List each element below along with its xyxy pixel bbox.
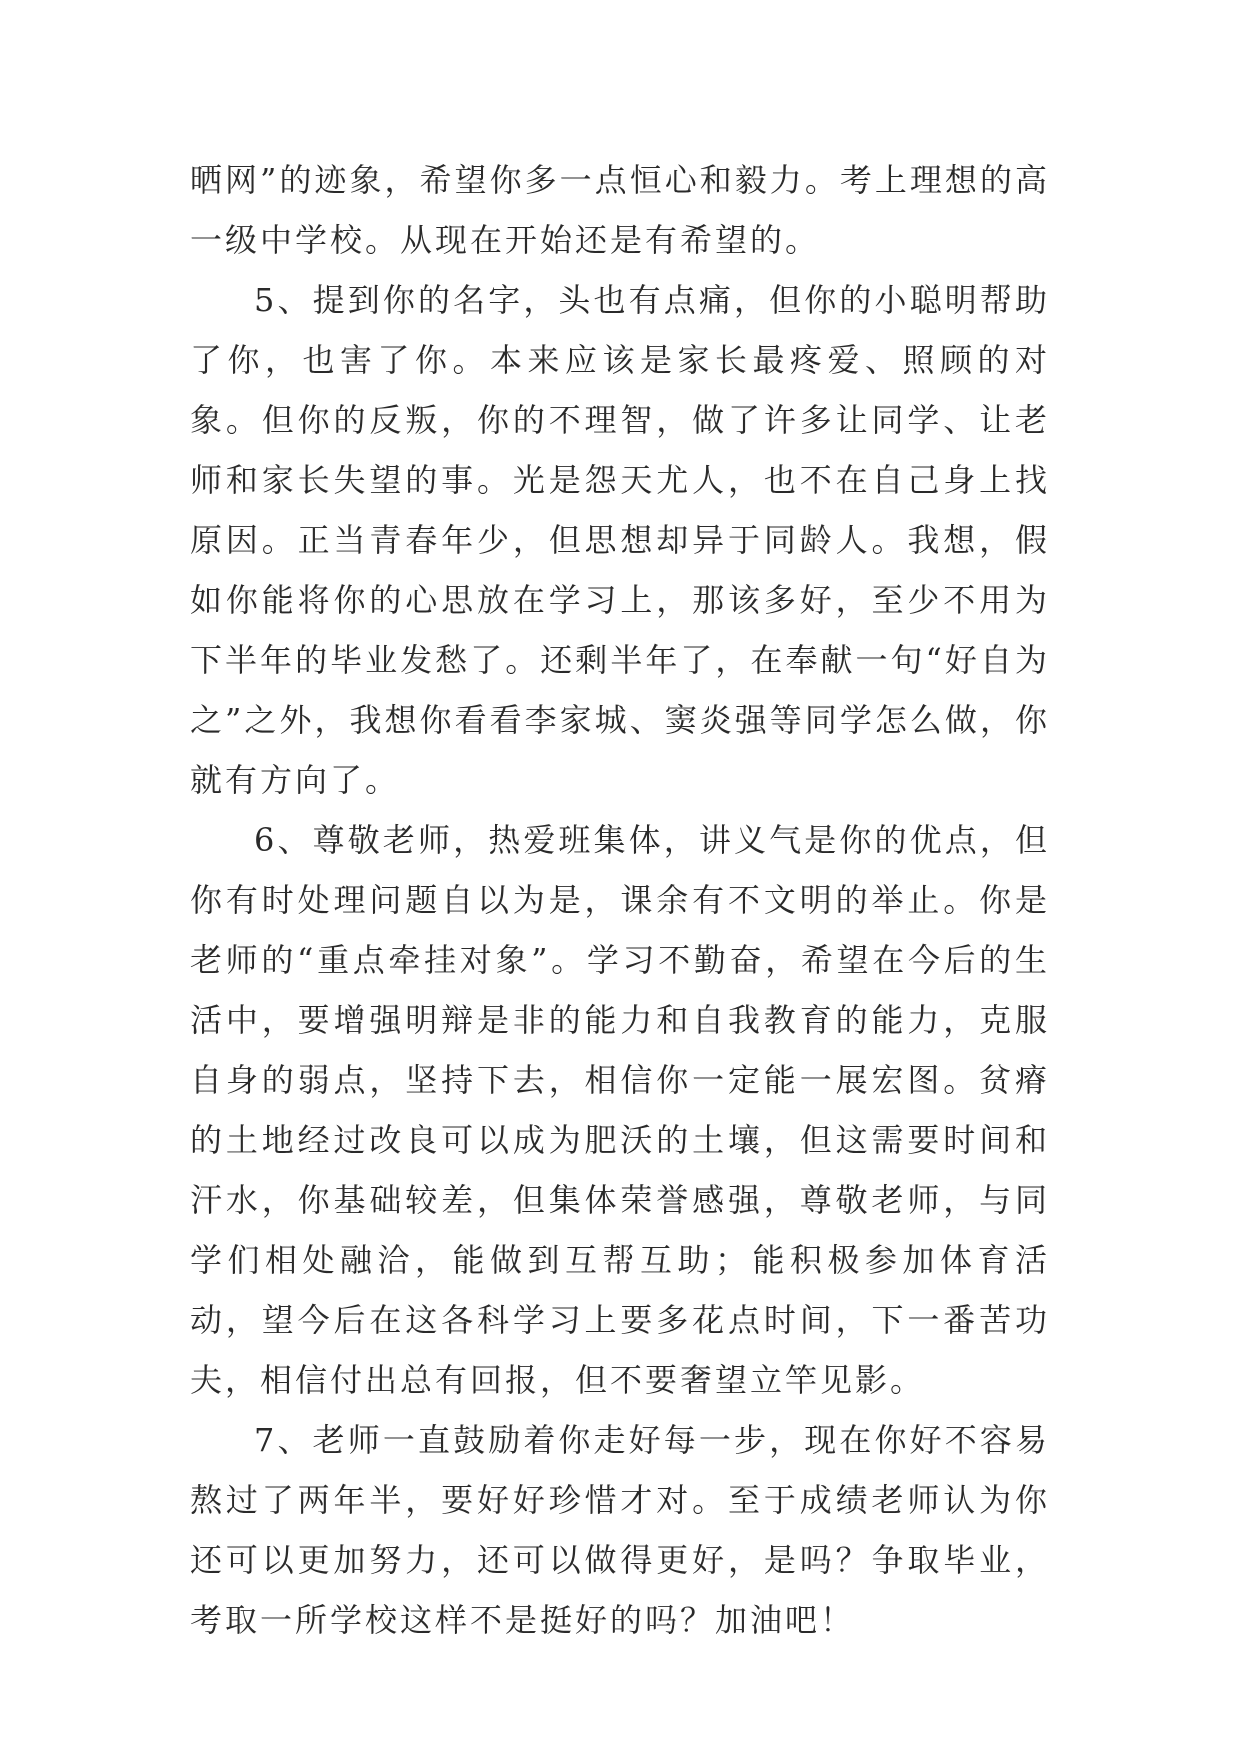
paragraph-item-7: 7、老师一直鼓励着你走好每一步，现在你好不容易熬过了两年半，要好好珍惜才对。至于成绩老师认为你还可以更加努力，还可以做得更好，是吗？争取毕业，考取一所学校这样不是挺好的吗？加油吧！ [190, 1421, 1050, 1639]
paragraph-continuation: 晒网”的迹象，希望你多一点恒心和毅力。考上理想的高一级中学校。从现在开始还是有希望的。 [190, 161, 1050, 259]
paragraph-item-6: 6、尊敬老师，热爱班集体，讲义气是你的优点，但你有时处理问题自以为是，课余有不文明的举止。你是老师的“重点牵挂对象”。学习不勤奋，希望在今后的生活中，要增强明辩是非的能力和自我教育的能力，克服自身的弱点，坚持下去，相信你一定能一展宏图。贫瘠的土地经过改良可以成为肥沃的土壤，但这需要时间和汗水，你基础较差，但集体荣誉感强，尊敬老师，与同学们相处融洽，能做到互帮互助；能积极参加体育活动，望今后在这各科学习上要多花点时间，下一番苦功夫，相信付出总有回报，但不要奢望立竿见影。 [190, 821, 1050, 1399]
paragraph-item-5: 5、提到你的名字，头也有点痛，但你的小聪明帮助了你，也害了你。本来应该是家长最疼爱、照顾的对象。但你的反叛，你的不理智，做了许多让同学、让老师和家长失望的事。光是怨天尤人，也不在自己身上找原因。正当青春年少，但思想却异于同龄人。我想，假如你能将你的心思放在学习上，那该多好，至少不用为下半年的毕业发愁了。还剩半年了，在奉献一句“好自为之”之外，我想你看看李家城、窦炎强等同学怎么做，你就有方向了。 [190, 281, 1050, 799]
document-page [190, 150, 1050, 1650]
